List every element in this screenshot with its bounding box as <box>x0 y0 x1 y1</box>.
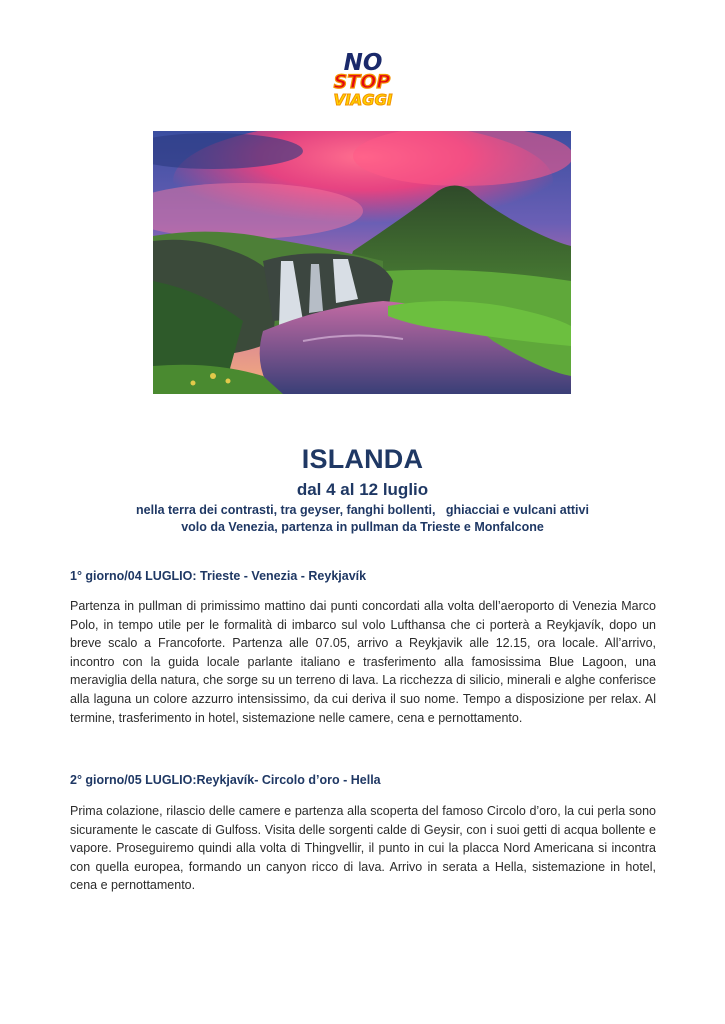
day-2-heading: 2° giorno/05 LUGLIO:Reykjavík- Circolo d’oro - Hella <box>70 773 381 787</box>
day-1-description: Partenza in pullman di primissimo mattino dai punti concordati alla volta dell’aeroporto di Venezia Marco Polo, in tempo utile per le formalità di imbarco sul volo Lufthansa che ci porterà a Reykjavík, dopo un breve scalo a Francoforte. Partenza alle 07.05, arrivo a Reykjavik alle 12.15, ora locale. All’arrivo, incontro con la guida locale parlante italiano e trasferimento alla famosissima Blue Lagoon, una meraviglia della natura, che sorge su un terreno di lava. La ricchezza di silicio, minerali e alghe conferisce alla laguna un colore azzurro intensissimo, da cui deriva il suo nome. Tempo a disposizione per relax. Al termine, trasferimento in hotel, sistemazione nelle camere, cena e pernottamento. <box>70 599 656 725</box>
no-stop-viaggi-logo <box>318 50 408 112</box>
logo-graphic <box>318 50 408 112</box>
page-title: ISLANDA <box>301 444 424 474</box>
subtitle-line-2: volo da Venezia, partenza in pullman da Trieste e Monfalcone <box>181 520 544 534</box>
logo-line3: VIAGGI <box>333 91 393 109</box>
logo-line1: NO <box>343 50 383 76</box>
subtitle-line-1: nella terra dei contrasti, tra geyser, fanghi bollenti, ghiacciai e vulcani attivi <box>136 503 589 517</box>
hero-photo <box>153 131 571 394</box>
trip-dates: dal 4 al 12 luglio <box>296 480 429 499</box>
day-1-heading: 1° giorno/04 LUGLIO: Trieste - Venezia - Reykjavík <box>70 569 367 583</box>
day-2-description: Prima colazione, rilascio delle camere e partenza alla scoperta del famoso Circolo d’oro, la cui perla sono sicuramente le cascate di Gulfoss. Visita delle sorgenti calde di Geysir, con i suoi getti di acqua bollente e vapore. Proseguiremo quindi alla volta di Thingvellir, il punto in cui la placca Nord Americana si incontra con quella europea, formando un canyon ricco di lava. Arrivo in serata a Hella, sistemazione in hotel, cena e pernottamento. <box>70 804 656 893</box>
waterfall-mountain-icon <box>153 131 571 394</box>
logo-line2: STOP <box>333 71 391 93</box>
